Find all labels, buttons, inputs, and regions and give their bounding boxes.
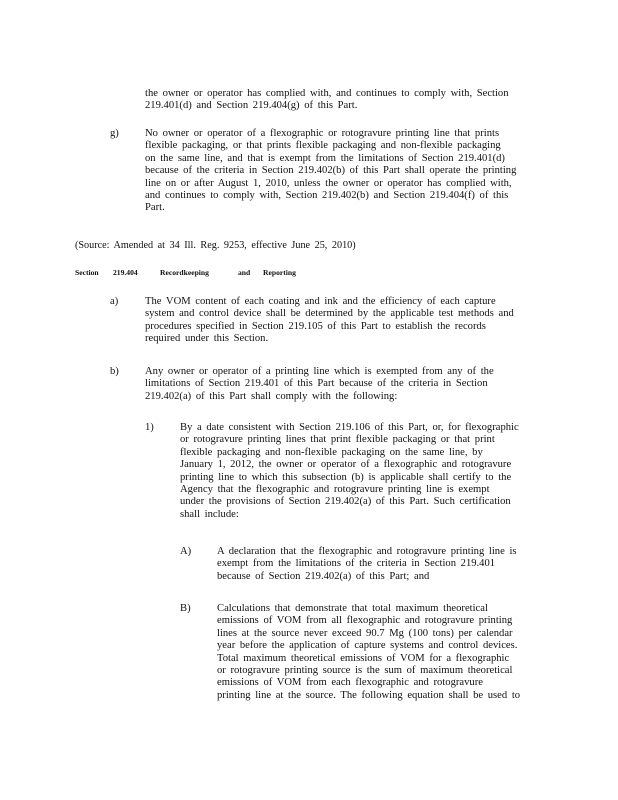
paragraph-b-text: Any owner or operator of a printing line which is exempted from any of the limitations of Section 219.401 of this Part because of the criteria in Section 219.402(a) of this Part shall comply with the following: (145, 366, 494, 402)
section-heading-title-2: and (238, 268, 251, 277)
paragraph-g-label: g) (110, 128, 119, 139)
source-note: (Source: Amended at 34 Ill. Reg. 9253, effective June 25, 2010) (75, 240, 356, 251)
continuation-paragraph: the owner or operator has complied with, and continues to comply with, Section 219.401(d) and Section 219.404(g) of this Part. (145, 88, 509, 112)
paragraph-a-label: a) (110, 296, 119, 307)
paragraph-A-label: A) (180, 546, 192, 557)
paragraph-B-label: B) (180, 603, 191, 614)
section-heading-number: 219.404 (113, 268, 138, 277)
paragraph-b-label: b) (110, 366, 119, 377)
paragraph-g-text: No owner or operator of a flexographic or rotogravure printing line that prints flexible packaging, or that prints flexible packaging and non-flexible packaging on the same line, and that is exempt from the limitations of Section 219.401(d) because of the criteria in Section 219.402(b) of this Part shall operate the printing line on or after August 1, 2010, unless the owner or operator has complied with, and continues to comply with, Section 219.402(b) and Section 219.404(f) of this Part. (145, 128, 517, 214)
section-heading-title-3: Reporting (263, 268, 296, 277)
section-heading-title-1: Recordkeeping (160, 268, 209, 277)
section-heading-word: Section (75, 268, 99, 277)
paragraph-b1-text: By a date consistent with Section 219.106 of this Part, or, for flexographic or rotogravure printing lines that print flexible packaging or that print flexible packaging and non-flexible packaging on the same line, by January 1, 2012, the owner or operator of a flexographic and rotogravure printing line to which this subsection (b) is applicable shall certify to the Agency that the flexographic and rotogravure printing line is exempt under the provisions of Section 219.402(a) of this Part. Such certification shall include: (180, 422, 519, 520)
paragraph-b1-label: 1) (145, 422, 154, 433)
paragraph-A-text: A declaration that the flexographic and rotogravure printing line is exempt from the limitations of the criteria in Section 219.401 because of Section 219.402(a) of this Part; and (217, 546, 517, 582)
paragraph-a-text: The VOM content of each coating and ink and the efficiency of each capture system and control device shall be determined by the applicable test methods and procedures specified in Section 219.105 of this Part to establish the records required under this Section. (145, 296, 514, 345)
paragraph-B-text: Calculations that demonstrate that total maximum theoretical emissions of VOM from all flexographic and rotogravure printing lines at the source never exceed 90.7 Mg (100 tons) per calendar year before the application of capture systems and control devices. Total maximum theoretical emissions of VOM for a flexographic or rotogravure printing source is the sum of maximum theoretical emissions of VOM from each flexographic and rotogravure printing line at the source. The following equation shall be used to (217, 603, 521, 701)
